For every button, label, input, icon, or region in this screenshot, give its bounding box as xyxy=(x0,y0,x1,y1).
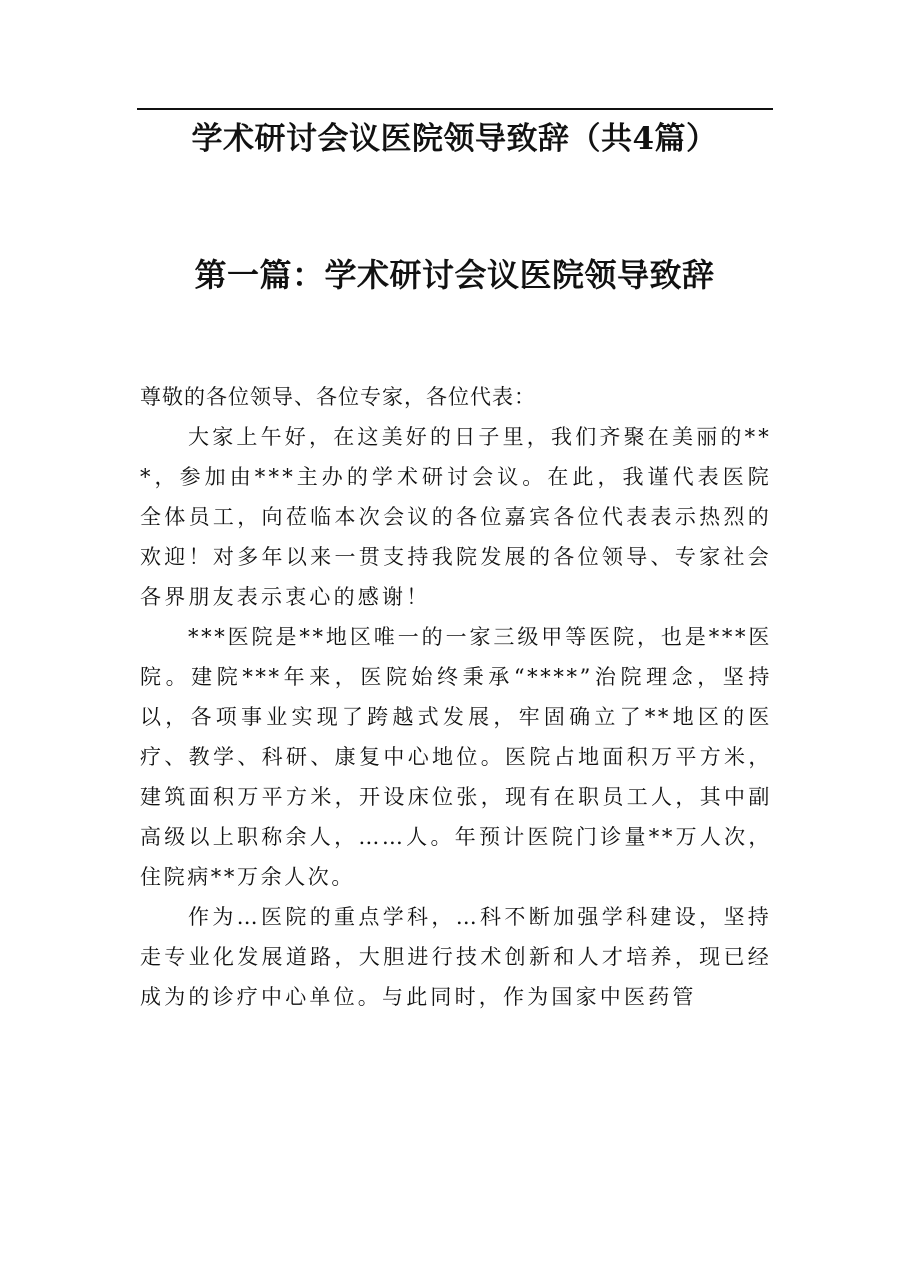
greeting-line: 尊敬的各位领导、各位专家，各位代表： xyxy=(140,385,536,409)
document-body xyxy=(140,377,772,1017)
document-title: 学术研讨会议医院领导致辞（共4篇） xyxy=(191,121,718,157)
paragraph: ***医院是**地区唯一的一家三级甲等医院，也是***医院。建院***年来，医院始终秉承“****”治院理念，坚持以，各项事业实现了跨越式发展，牢固确立了**地区的医疗、教学、科研、康复中心地位。医院占地面积万平方米，建筑面积万平方米，开设床位张，现有在职员工人，其中副高级以上职称余人，……人。年预计医院门诊量**万人次，住院病**万余人次。 xyxy=(140,625,772,889)
header-rule xyxy=(137,108,773,110)
section-title: 第一篇：学术研讨会议医院领导致辞 xyxy=(194,256,715,294)
paragraph: 作为…医院的重点学科，…科不断加强学科建设，坚持走专业化发展道路，大胆进行技术创新和人才培养，现已经成为的诊疗中心单位。与此同时，作为国家中医药管 xyxy=(140,905,772,1009)
paragraph: 大家上午好，在这美好的日子里，我们齐聚在美丽的***，参加由***主办的学术研讨会议。在此，我谨代表医院全体员工，向莅临本次会议的各位嘉宾各位代表表示热烈的欢迎！对多年以来一贯支持我院发展的各位领导、专家社会各界朋友表示衷心的感谢！ xyxy=(140,425,772,609)
